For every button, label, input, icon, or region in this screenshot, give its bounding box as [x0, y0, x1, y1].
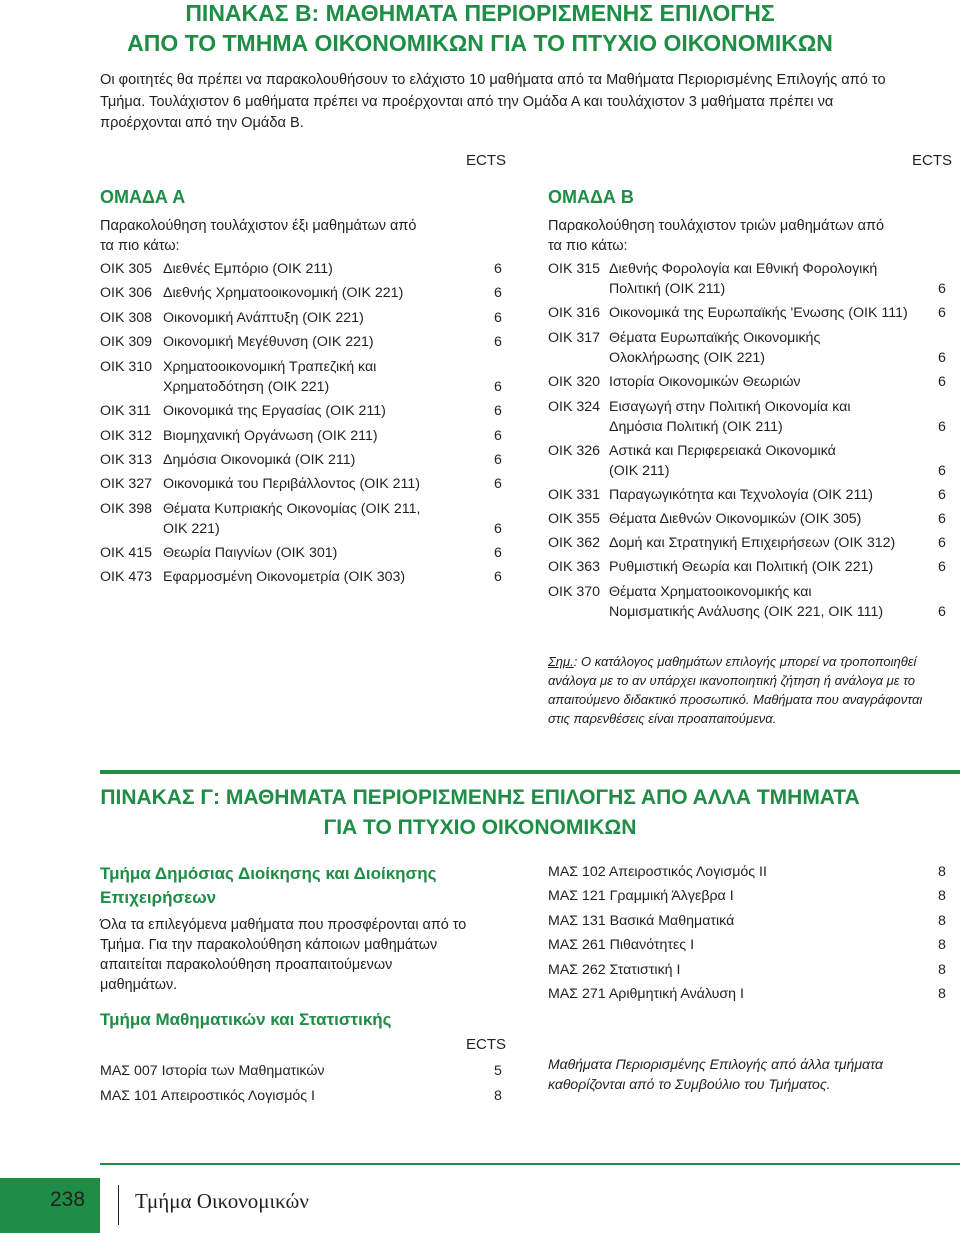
course-title-continued: Ολοκλήρωσης (ΟΙΚ 221) [609, 350, 765, 366]
math-course-row [548, 911, 950, 931]
course-title-continued: Χρηματοδότηση (ΟΙΚ 221) [163, 379, 330, 395]
course-title: Οικονομική Μεγέθυνση (ΟΙΚ 221) [163, 334, 374, 350]
course-ects: 6 [938, 559, 946, 575]
course-code: ΟΙΚ 310 [100, 359, 153, 375]
math-course-row [100, 1061, 506, 1081]
math-course-row [548, 984, 950, 1004]
course-ects: 6 [494, 403, 502, 419]
note-line-1-text: : Ο κατάλογος μαθημάτων επιλογής μπορεί να τροποποιηθεί [573, 654, 917, 669]
course-code: ΟΙΚ 473 [100, 569, 153, 585]
course-row [100, 499, 506, 539]
course-ects: 6 [494, 334, 502, 350]
course-title-continued: ΟΙΚ 221) [163, 521, 220, 537]
math-course-name: ΜΑΣ 121 Γραμμική Άλγεβρα Ι [548, 888, 734, 904]
course-title: Εισαγωγή στην Πολιτική Οικονομία και [609, 399, 851, 415]
dept-admin-line-1: Όλα τα επιλεγόμενα μαθήματα που προσφέρονται από το [100, 917, 467, 933]
section-divider [100, 770, 960, 774]
course-row [100, 308, 506, 328]
intro-paragraph [100, 70, 960, 135]
course-row [548, 509, 950, 529]
math-course-ects: 8 [938, 913, 946, 929]
math-course-row [100, 1086, 506, 1106]
course-row [100, 450, 506, 470]
course-title-continued: (ΟΙΚ 211) [609, 463, 670, 479]
math-course-ects: 8 [938, 864, 946, 880]
course-code: ΟΙΚ 306 [100, 285, 153, 301]
math-course-name: ΜΑΣ 271 Αριθμητική Ανάλυση Ι [548, 986, 744, 1002]
course-title: Θέματα Ευρωπαϊκής Οικονομικής [609, 330, 821, 346]
course-ects: 6 [938, 374, 946, 390]
group-a-subtitle [100, 216, 417, 256]
dept-admin-line-3: απαιτείται παρακολούθηση προαπαιτούμενων [100, 957, 393, 973]
course-code: ΟΙΚ 309 [100, 334, 153, 350]
course-title: Οικονομικά του Περιβάλλοντος (ΟΙΚ 211) [163, 476, 421, 492]
course-ects: 6 [494, 428, 502, 444]
group-a-subtitle-line-2: τα πιο κάτω: [100, 238, 180, 254]
course-code: ΟΙΚ 362 [548, 535, 601, 551]
math-course-name: ΜΑΣ 102 Απειροστικός Λογισμός ΙΙ [548, 864, 767, 880]
math-course-ects: 5 [494, 1063, 502, 1079]
course-row [100, 401, 506, 421]
math-course-row [548, 960, 950, 980]
course-title: Οικονομικά της Ευρωπαϊκής 'Ενωσης (ΟΙΚ 111) [609, 305, 908, 321]
course-title: Δομή και Στρατηγική Επιχειρήσεων (ΟΙΚ 312) [609, 535, 896, 551]
other-departments-note [548, 1054, 960, 1094]
course-title: Εφαρμοσμένη Οικονομετρία (ΟΙΚ 303) [163, 569, 406, 585]
course-ects: 6 [494, 452, 502, 468]
course-ects: 6 [938, 511, 946, 527]
dept-admin-title [100, 862, 436, 910]
course-title: Διεθνής Φορολογία και Εθνική Φορολογική [609, 261, 878, 277]
table-c-title-line-2: ΓΙΑ ΤΟ ΠΤΥΧΙΟ ΟΙΚΟΝΟΜΙΚΩΝ [323, 816, 637, 839]
group-b-title: ΟΜΑΔΑ Β [548, 187, 634, 207]
course-code: ΟΙΚ 315 [548, 261, 601, 277]
course-row [548, 533, 950, 553]
course-title: Χρηματοοικονομική Τραπεζική και [163, 359, 377, 375]
group-a-title: ΟΜΑΔΑ Α [100, 187, 186, 207]
page-title-line-1: ΠΙΝΑΚΑΣ Β: ΜΑΘΗΜΑΤΑ ΠΕΡΙΟΡΙΣΜΕΝΗΣ ΕΠΙΛΟΓΗΣ [185, 0, 775, 26]
course-title-continued: Νομισματικής Ανάλυσης (ΟΙΚ 221, ΟΙΚ 111) [609, 604, 884, 620]
math-course-row [548, 862, 950, 882]
course-title: Ρυθμιστική Θεωρία και Πολιτική (ΟΙΚ 221) [609, 559, 874, 575]
course-title: Οικονομική Ανάπτυξη (ΟΙΚ 221) [163, 310, 364, 326]
group-b-subtitle-line-2: τα πιο κάτω: [548, 238, 628, 254]
course-ects: 6 [494, 569, 502, 585]
intro-line-3: προέρχονται από την Ομάδα Β. [100, 115, 304, 131]
intro-line-1: Οι φοιτητές θα πρέπει να παρακολουθήσουν το ελάχιστο 10 μαθήματα από τα Μαθήματα Περιορισμένης Επιλογής από το [100, 72, 886, 88]
course-row [100, 543, 506, 563]
dept-math-title: Τμήμα Μαθηματικών και Στατιστικής [100, 1010, 392, 1029]
course-code: ΟΙΚ 313 [100, 452, 153, 468]
course-code: ΟΙΚ 398 [100, 501, 153, 517]
course-row [548, 259, 950, 299]
course-row [100, 474, 506, 494]
course-row [548, 372, 950, 392]
other-note-line-1: Μαθήματα Περιορισμένης Επιλογής από άλλα τμήματα [548, 1056, 884, 1072]
ects-header-group-b: ECTS [912, 152, 953, 169]
course-row [548, 397, 950, 437]
ects-header-math: ECTS [466, 1036, 507, 1053]
course-code: ΟΙΚ 317 [548, 330, 601, 346]
group-a-subtitle-line-1: Παρακολούθηση τουλάχιστον έξι μαθημάτων από [100, 218, 417, 234]
math-course-name: ΜΑΣ 261 Πιθανότητες Ι [548, 937, 695, 953]
course-title: Θεωρία Παιγνίων (ΟΙΚ 301) [163, 545, 338, 561]
course-ects: 6 [494, 521, 502, 537]
course-row [100, 332, 506, 352]
course-ects: 6 [494, 545, 502, 561]
footer-separator [118, 1185, 119, 1225]
math-course-row [548, 886, 950, 906]
math-course-name: ΜΑΣ 131 Βασικά Μαθηματικά [548, 913, 735, 929]
course-title: Δημόσια Οικονομικά (ΟΙΚ 211) [163, 452, 356, 468]
course-row [548, 303, 950, 323]
course-ects: 6 [938, 419, 946, 435]
course-title: Αστικά και Περιφερειακά Οικονομικά [609, 443, 836, 459]
course-code: ΟΙΚ 324 [548, 399, 601, 415]
footer-rule [100, 1163, 960, 1165]
course-ects: 6 [494, 379, 502, 395]
dept-admin-line-2: Τμήμα. Για την παρακολούθηση κάποιων μαθημάτων [100, 937, 438, 953]
course-code: ΟΙΚ 355 [548, 511, 601, 527]
other-note-line-2: καθορίζονται από το Συμβούλιο του Τμήματος. [548, 1076, 831, 1092]
course-ects: 6 [494, 285, 502, 301]
note-block [548, 652, 960, 728]
note-line-1 [548, 652, 960, 671]
course-code: ΟΙΚ 312 [100, 428, 153, 444]
course-title: Θέματα Διεθνών Οικονομικών (ΟΙΚ 305) [609, 511, 862, 527]
course-ects: 6 [494, 310, 502, 326]
math-course-ects: 8 [938, 937, 946, 953]
course-row [100, 259, 506, 279]
course-title: Παραγωγικότητα και Τεχνολογία (ΟΙΚ 211) [609, 487, 873, 503]
note-line-2: ανάλογα με το αν υπάρχει ικανοποιητική ζήτηση ή ανάλογα με το [548, 673, 916, 688]
course-title: Θέματα Χρηματοοικονομικής και [609, 584, 812, 600]
course-row [100, 357, 506, 397]
course-row [100, 283, 506, 303]
ects-header-group-a: ECTS [466, 152, 507, 169]
math-course-name: ΜΑΣ 007 Ιστορία των Μαθηματικών [100, 1063, 325, 1079]
intro-line-2: Τμήμα. Τουλάχιστον 6 μαθήματα πρέπει να προέρχονται από την Ομάδα Α και τουλάχιστον 3 μαθήματα πρέπει να [100, 93, 834, 110]
note-label: Σημ. [548, 654, 574, 669]
course-code: ΟΙΚ 363 [548, 559, 601, 575]
course-code: ΟΙΚ 415 [100, 545, 153, 561]
course-code: ΟΙΚ 331 [548, 487, 601, 503]
math-course-ects: 8 [938, 888, 946, 904]
math-course-ects: 8 [494, 1088, 502, 1104]
course-row [100, 567, 506, 587]
course-ects: 6 [938, 305, 946, 321]
course-ects: 6 [938, 350, 946, 366]
course-row [548, 582, 950, 622]
course-code: ΟΙΚ 326 [548, 443, 601, 459]
course-code: ΟΙΚ 327 [100, 476, 153, 492]
course-title-continued: Δημόσια Πολιτική (ΟΙΚ 211) [609, 419, 783, 435]
page-title-line-2: ΑΠΟ ΤΟ ΤΜΗΜΑ ΟΙΚΟΝΟΜΙΚΩΝ ΓΙΑ ΤΟ ΠΤΥΧΙΟ ΟΙΚΟΝΟΜΙΚΩΝ [127, 30, 833, 56]
course-ects: 6 [494, 476, 502, 492]
math-course-name: ΜΑΣ 262 Στατιστική Ι [548, 962, 681, 978]
course-title-continued: Πολιτική (ΟΙΚ 211) [609, 281, 726, 297]
course-row [100, 426, 506, 446]
note-line-3: απαιτούμενο διδακτικό προσωπικό. Μαθήματα που αναγράφονται [548, 692, 923, 707]
course-code: ΟΙΚ 305 [100, 261, 153, 277]
math-course-ects: 8 [938, 986, 946, 1002]
course-row [548, 328, 950, 368]
course-ects: 6 [938, 487, 946, 503]
course-row [548, 441, 950, 481]
dept-admin-title-line-1: Τμήμα Δημόσιας Διοίκησης και Διοίκησης [100, 864, 437, 883]
footer-department: Τμήμα Οικονομικών [135, 1189, 309, 1213]
course-ects: 6 [938, 463, 946, 479]
course-title: Ιστορία Οικονομικών Θεωριών [609, 374, 801, 390]
dept-admin-title-line-2: Επιχειρήσεων [100, 888, 217, 907]
course-title: Οικονομικά της Εργασίας (ΟΙΚ 211) [163, 403, 386, 419]
course-title: Διεθνής Χρηματοοικονομική (ΟΙΚ 221) [163, 285, 404, 301]
dept-admin-line-4: μαθημάτων. [100, 977, 178, 993]
course-code: ΟΙΚ 308 [100, 310, 153, 326]
math-course-ects: 8 [938, 962, 946, 978]
course-code: ΟΙΚ 320 [548, 374, 601, 390]
table-c-title-line-1: ΠΙΝΑΚΑΣ Γ: ΜΑΘΗΜΑΤΑ ΠΕΡΙΟΡΙΣΜΕΝΗΣ ΕΠΙΛΟΓΗΣ ΑΠΟ ΑΛΛΑ ΤΜΗΜΑΤΑ [100, 786, 860, 809]
math-course-row [548, 935, 950, 955]
group-b-subtitle-line-1: Παρακολούθηση τουλάχιστον τριών μαθημάτων από [548, 218, 885, 234]
math-course-name: ΜΑΣ 101 Απειροστικός Λογισμός Ι [100, 1088, 315, 1104]
course-ects: 6 [938, 535, 946, 551]
course-ects: 6 [938, 281, 946, 297]
course-title: Βιομηχανική Οργάνωση (ΟΙΚ 211) [163, 428, 378, 444]
dept-admin-paragraph [100, 915, 466, 995]
course-title: Θέματα Κυπριακής Οικονομίας (ΟΙΚ 211, [163, 501, 421, 517]
page-number: 238 [50, 1188, 86, 1211]
course-ects: 6 [938, 604, 946, 620]
course-code: ΟΙΚ 370 [548, 584, 601, 600]
note-line-4: στις παρενθέσεις είναι προαπαιτούμενα. [548, 711, 777, 726]
course-ects: 6 [494, 261, 502, 277]
course-title: Διεθνές Εμπόριο (ΟΙΚ 211) [163, 261, 333, 277]
course-row [548, 557, 950, 577]
course-row [548, 485, 950, 505]
course-code: ΟΙΚ 311 [100, 403, 151, 419]
course-code: ΟΙΚ 316 [548, 305, 601, 321]
group-b-subtitle [548, 216, 884, 256]
